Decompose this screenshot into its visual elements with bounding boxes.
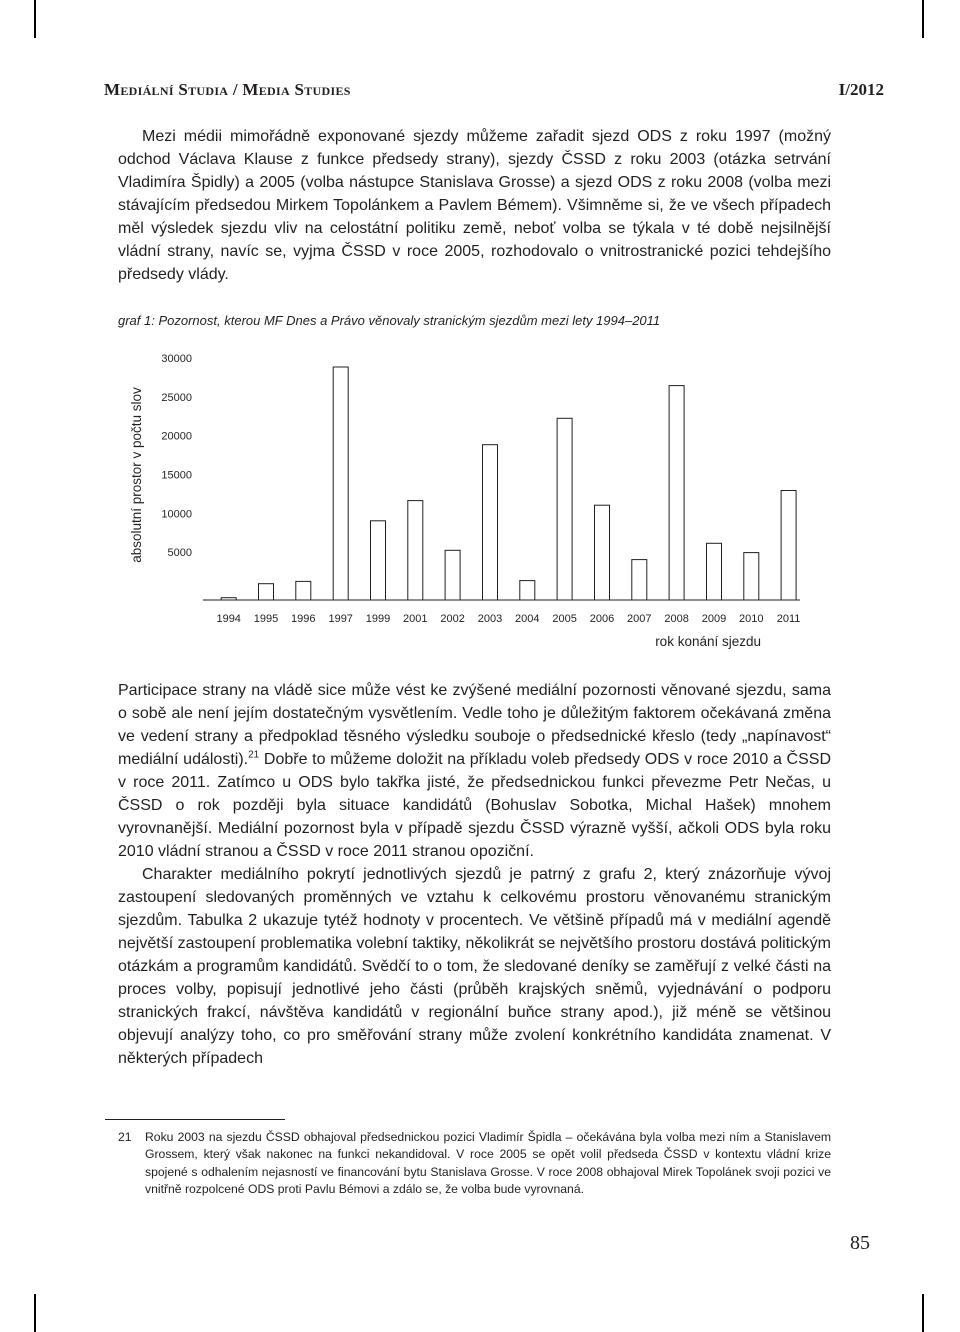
bar-2005 [557,418,572,600]
crop-mark-left [34,0,36,38]
bar-1996 [296,581,311,600]
bar-2007 [632,560,647,600]
body-paragraph-1 [118,125,831,286]
footnote-number: 21 [118,1130,132,1144]
x-tick-label: 1997 [328,613,353,625]
bar-1997 [333,367,348,600]
y-tick-label: 5000 [167,547,192,560]
paragraph-text: Mezi médii mimořádně exponované sjezdy můžeme zařadit sjezd ODS z roku 1997 (možný odchod Václava Klause z funkce předsedy strany), sjezdy ČSSD z roku 2003 (otázka setrvání Vladimíra Špidly) a 2005 (volba nástupce Stanislava Grosse) a sjezd ODS z roku 2008 (volba mezi stávajícím předsedou Mirkem Topolánkem a Pavlem Bémem). Všimněme si, že ve všech případech měl výsledek sjezdu vliv na celostátní politiku země, neboť volba se týkala v té době nejsilnější vládní strany, navíc se, vyjma ČSSD v roce 2005, rozhodovalo o vnitrostranické pozici tehdejšího předsedy vlády. [118,128,831,283]
x-tick-label: 1994 [216,613,241,625]
x-tick-label: 1999 [365,613,391,625]
paragraph-2-rest: Dobře to můžeme doložit na příkladu voleb předsedy ODS v roce 2010 a ČSSD v roce 2011. Zatímco u ODS bylo takřka jisté, že předsednickou funkci převezme Petr Nečas, u ČSSD o rok později byla situace kandidátů (Bohuslav Sobotka, Michal Hašek) mnohem vyrovnanější. Mediální pozornost byla v případě sjezdu ČSSD výrazně vyšší, ačkoli ODS byla roku 2010 vládní stranou a ČSSD v roce 2011 stranou opoziční. [118,751,831,860]
chart-bars [221,367,796,600]
running-header [104,80,884,104]
x-tick-label: 2001 [403,613,428,625]
x-tick-label: 2002 [440,613,465,625]
bar-1994 [221,598,236,600]
bar-1999 [371,521,386,600]
x-tick-label: 1996 [291,613,316,625]
y-tick-label: 25000 [161,391,192,404]
bar-2010 [744,553,759,600]
x-tick-label: 2010 [739,613,764,625]
issue-number: I/2012 [838,80,884,99]
y-tick-labels [161,353,192,559]
x-tick-label: 1995 [253,613,279,625]
bar-2001 [408,501,423,600]
bar-2008 [669,386,684,600]
x-tick-labels [216,613,800,625]
bar-2002 [445,550,460,600]
bar-2006 [595,505,610,600]
footnote-rule [105,1119,285,1120]
x-tick-label: 2005 [552,613,577,625]
paragraph-2 [118,679,831,863]
bar-2011 [781,491,796,601]
y-tick-label: 30000 [161,353,192,365]
bar-chart [100,350,820,650]
body-paragraphs [118,679,831,1070]
x-tick-label: 2004 [515,613,540,625]
chart-caption: graf 1: Pozornost, kterou MF Dnes a Právo věnovaly stranickým sjezdům mezi lety 1994–2011 [118,313,661,328]
x-tick-label: 2003 [477,613,503,625]
bar-1995 [259,584,274,600]
crop-mark-bottom-left [34,1294,36,1332]
y-axis-label: absolutní prostor v počtu slov [129,387,144,563]
bar-2004 [520,581,535,600]
paragraph-3: Charakter mediálního pokrytí jednotlivých sjezdů je patrný z grafu 2, který znázorňuje vývoj zastoupení sledovaných proměnných ve vztahu k celkovému prostoru věnovanému stranickým sjezdům. Tabulka 2 ukazuje tytéž hodnoty v procentech. Ve většině případů má v mediální agendě největší zastoupení problematika volební taktiky, několikrát se největšího prostoru dostává politickým otázkám a programům kandidátů. Svědčí to o tom, že sledované deníky se zaměřují z velké části na proces volby, popisují jednotlivé jeho části (průběh krajských sněmů, vyjednávání o podporu stranických frakcí, návštěva kandidátů v regionální buňce strany apod.), již méně se většinou objevují analýzy toho, co pro směřování strany může zvolení konkrétního kandidáta znamenat. V některých případech [118,866,831,1067]
paragraph-2-text: Participace strany na vládě sice může vést ke zvýšené mediální pozornosti věnované sjezdu, sama o sobě ale není jejím dostatečným vysvětlením. Vedle toho je důležitým faktorem očekávaná změna ve vedení strany a předpoklad těsného výsledku souboje o předsednické křeslo (tedy „napínavost“ mediální události). [118,682,831,768]
x-tick-label: 2007 [627,613,652,625]
y-tick-label: 15000 [161,469,192,482]
journal-title: Mediální Studia / Media Studies [104,80,351,99]
bar-2003 [483,445,498,600]
y-tick-label: 20000 [161,430,192,443]
x-tick-label: 2008 [664,613,689,625]
footnote-ref: 21 [248,749,260,761]
x-tick-label: 2011 [776,613,801,625]
y-tick-label: 10000 [161,508,192,521]
footnote [118,1129,831,1199]
crop-mark-bottom-right [922,1294,924,1332]
page-number: 85 [850,1232,870,1254]
bar-2009 [707,543,722,600]
x-tick-label: 2006 [589,613,615,625]
x-tick-label: 2009 [701,613,727,625]
footnote-text: Roku 2003 na sjezdu ČSSD obhajoval předsednickou pozici Vladimír Špidla – očekávána byla volba mezi ním a Stanislavem Grossem, který však nakonec na funkci nekandidoval. V roce 2005 se opět volil předseda ČSSD v kontextu vládní krize spojené s odhalením nejasností ve financování bytu Stanislava Grosse. V roce 2008 obhajoval Mirek Topolánek svoji pozici ve vnitřně rozpolcené ODS proti Pavlu Bémovi a zdálo se, že volba bude vyrovnaná. [145,1130,831,1197]
crop-mark-right [922,0,924,38]
x-axis-label: rok konání sjezdu [655,634,761,649]
